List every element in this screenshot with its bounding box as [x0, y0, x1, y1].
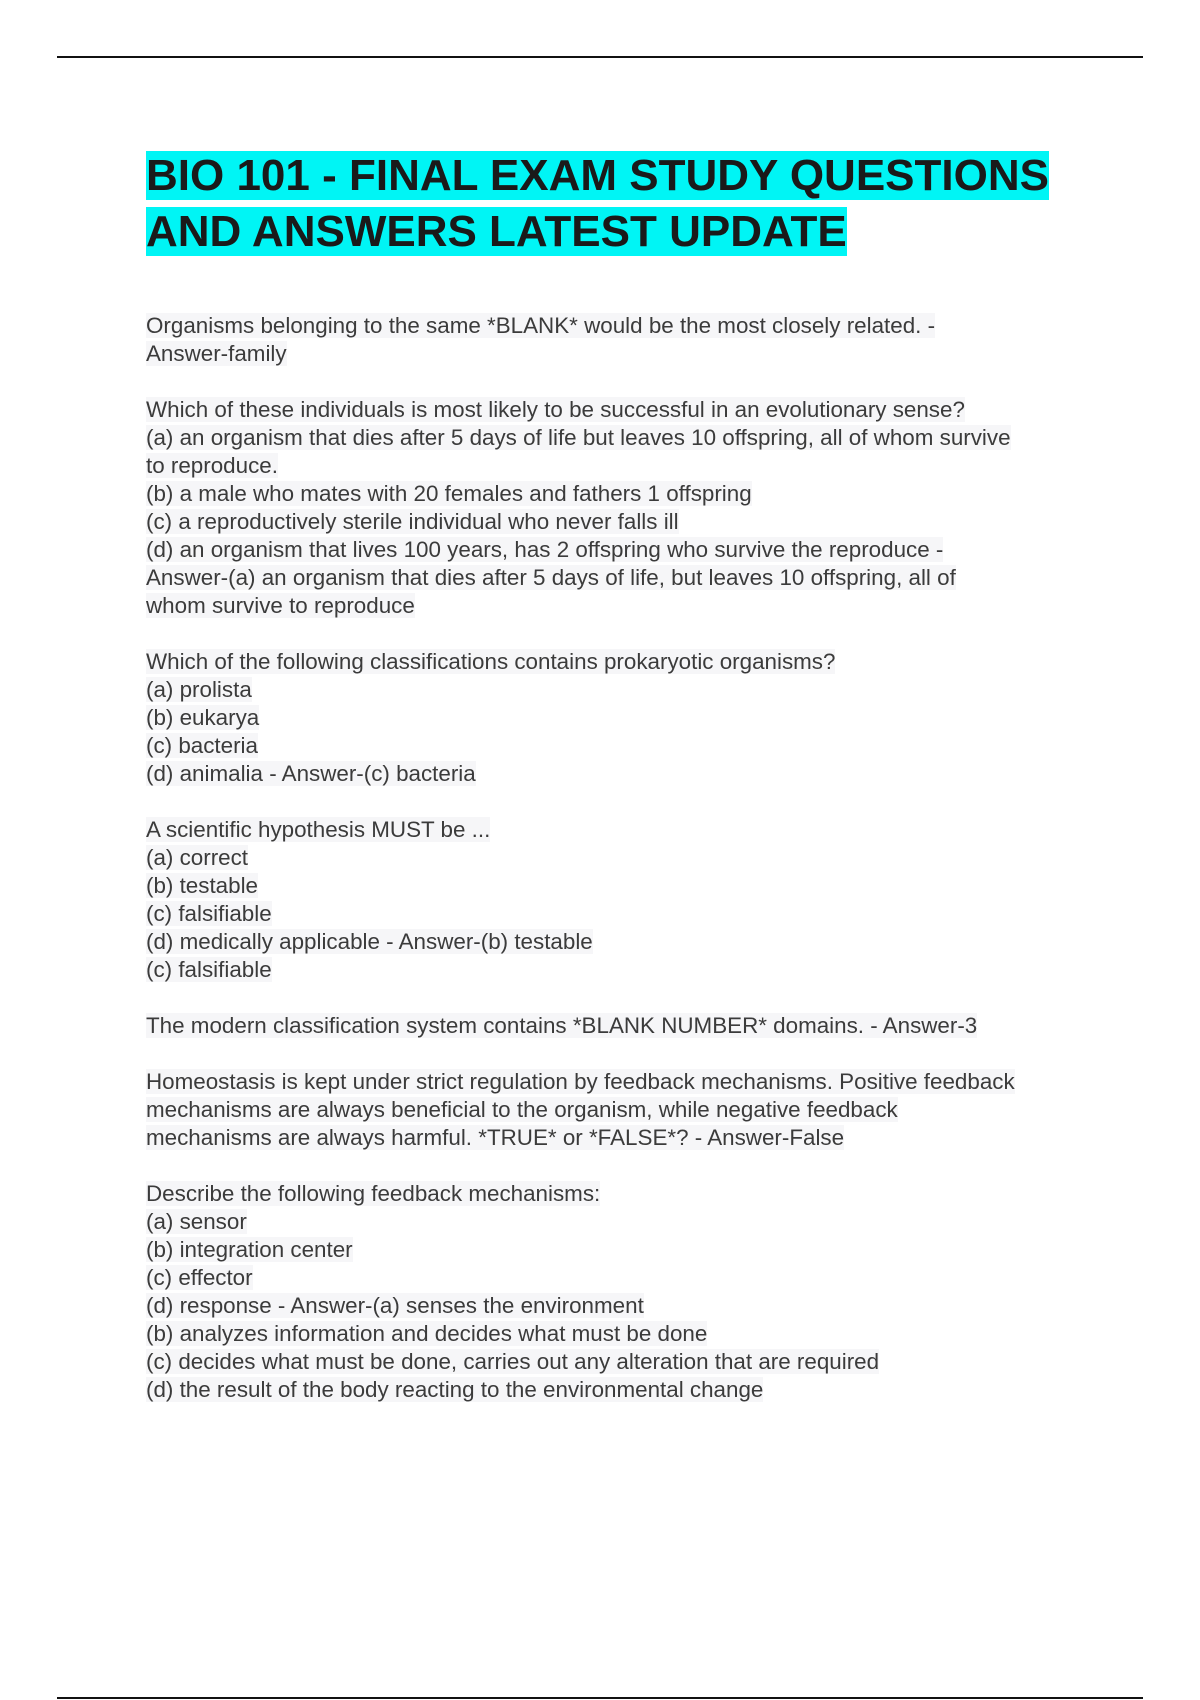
qa-line-text: The modern classification system contains *BLANK NUMBER* domains. - Answer-3: [146, 1013, 978, 1038]
qa-line-text: Homeostasis is kept under strict regulation by feedback mechanisms. Positive feedback: [146, 1069, 1015, 1094]
qa-block: [146, 816, 1086, 984]
qa-line-text: (a) prolista: [146, 677, 252, 702]
qa-block: [146, 312, 1086, 368]
qa-line: [146, 872, 1086, 900]
qa-line: [146, 676, 1086, 704]
qa-line: [146, 1096, 1086, 1124]
qa-line-text: mechanisms are always harmful. *TRUE* or *FALSE*? - Answer-False: [146, 1125, 845, 1150]
qa-line: [146, 452, 1086, 480]
qa-line: [146, 648, 1086, 676]
qa-block: [146, 396, 1086, 620]
qa-line: [146, 956, 1086, 984]
qa-list: [146, 312, 1086, 1404]
qa-line: [146, 1348, 1086, 1376]
qa-line: [146, 592, 1086, 620]
qa-line: [146, 1236, 1086, 1264]
qa-line: [146, 424, 1086, 452]
qa-line-text: (c) a reproductively sterile individual who never falls ill: [146, 509, 679, 534]
qa-block: [146, 648, 1086, 788]
qa-line: [146, 1264, 1086, 1292]
qa-line: [146, 844, 1086, 872]
bottom-divider: [57, 1697, 1143, 1699]
qa-line-text: Describe the following feedback mechanisms:: [146, 1181, 601, 1206]
qa-line: [146, 928, 1086, 956]
qa-line: [146, 1180, 1086, 1208]
qa-line-text: (b) eukarya: [146, 705, 260, 730]
qa-line: [146, 704, 1086, 732]
qa-line: [146, 480, 1086, 508]
qa-line: [146, 1068, 1086, 1096]
qa-line-text: (c) decides what must be done, carries out any alteration that are required: [146, 1349, 880, 1374]
qa-line-text: (a) an organism that dies after 5 days of life but leaves 10 offspring, all of whom survive: [146, 425, 1011, 450]
qa-line-text: (d) response - Answer-(a) senses the environment: [146, 1293, 644, 1318]
document-title-text: BIO 101 - FINAL EXAM STUDY QUESTIONS AND ANSWERS LATEST UPDATE: [146, 151, 1049, 256]
document-body: [146, 148, 1086, 1432]
qa-line: [146, 1292, 1086, 1320]
qa-line: [146, 900, 1086, 928]
qa-line: [146, 340, 1086, 368]
qa-block: [146, 1012, 1086, 1040]
qa-line-text: (c) falsifiable: [146, 957, 272, 982]
qa-line-text: (b) testable: [146, 873, 259, 898]
qa-line-text: (d) medically applicable - Answer-(b) testable: [146, 929, 593, 954]
document-title: [146, 148, 1086, 260]
qa-line-text: (c) falsifiable: [146, 901, 272, 926]
qa-line-text: to reproduce.: [146, 453, 278, 478]
qa-line-text: A scientific hypothesis MUST be ...: [146, 817, 491, 842]
qa-line-text: (b) a male who mates with 20 females and fathers 1 offspring: [146, 481, 752, 506]
qa-line-text: (c) bacteria: [146, 733, 258, 758]
qa-line-text: Which of the following classifications contains prokaryotic organisms?: [146, 649, 836, 674]
qa-block: [146, 1068, 1086, 1152]
qa-line-text: (b) analyzes information and decides what must be done: [146, 1321, 708, 1346]
qa-line: [146, 1012, 1086, 1040]
qa-line: [146, 1124, 1086, 1152]
top-divider: [57, 56, 1143, 58]
qa-line: [146, 312, 1086, 340]
qa-line-text: (a) sensor: [146, 1209, 247, 1234]
qa-line-text: (d) an organism that lives 100 years, has 2 offspring who survive the reproduce -: [146, 537, 944, 562]
qa-line-text: (d) the result of the body reacting to the environmental change: [146, 1377, 764, 1402]
qa-line: [146, 816, 1086, 844]
qa-line: [146, 564, 1086, 592]
qa-line-text: Answer-(a) an organism that dies after 5 days of life, but leaves 10 offspring, all of: [146, 565, 956, 590]
qa-line-text: Organisms belonging to the same *BLANK* would be the most closely related. -: [146, 313, 936, 338]
qa-line-text: (a) correct: [146, 845, 249, 870]
qa-line: [146, 732, 1086, 760]
qa-line: [146, 508, 1086, 536]
qa-line: [146, 760, 1086, 788]
qa-line-text: (d) animalia - Answer-(c) bacteria: [146, 761, 476, 786]
qa-line: [146, 396, 1086, 424]
qa-line: [146, 1376, 1086, 1404]
qa-line-text: whom survive to reproduce: [146, 593, 415, 618]
qa-line: [146, 1208, 1086, 1236]
qa-line-text: Answer-family: [146, 341, 287, 366]
qa-line: [146, 1320, 1086, 1348]
qa-line: [146, 536, 1086, 564]
qa-line-text: mechanisms are always beneficial to the organism, while negative feedback: [146, 1097, 898, 1122]
qa-line-text: Which of these individuals is most likely to be successful in an evolutionary sense?: [146, 397, 965, 422]
qa-line-text: (c) effector: [146, 1265, 253, 1290]
qa-block: [146, 1180, 1086, 1404]
qa-line-text: (b) integration center: [146, 1237, 353, 1262]
